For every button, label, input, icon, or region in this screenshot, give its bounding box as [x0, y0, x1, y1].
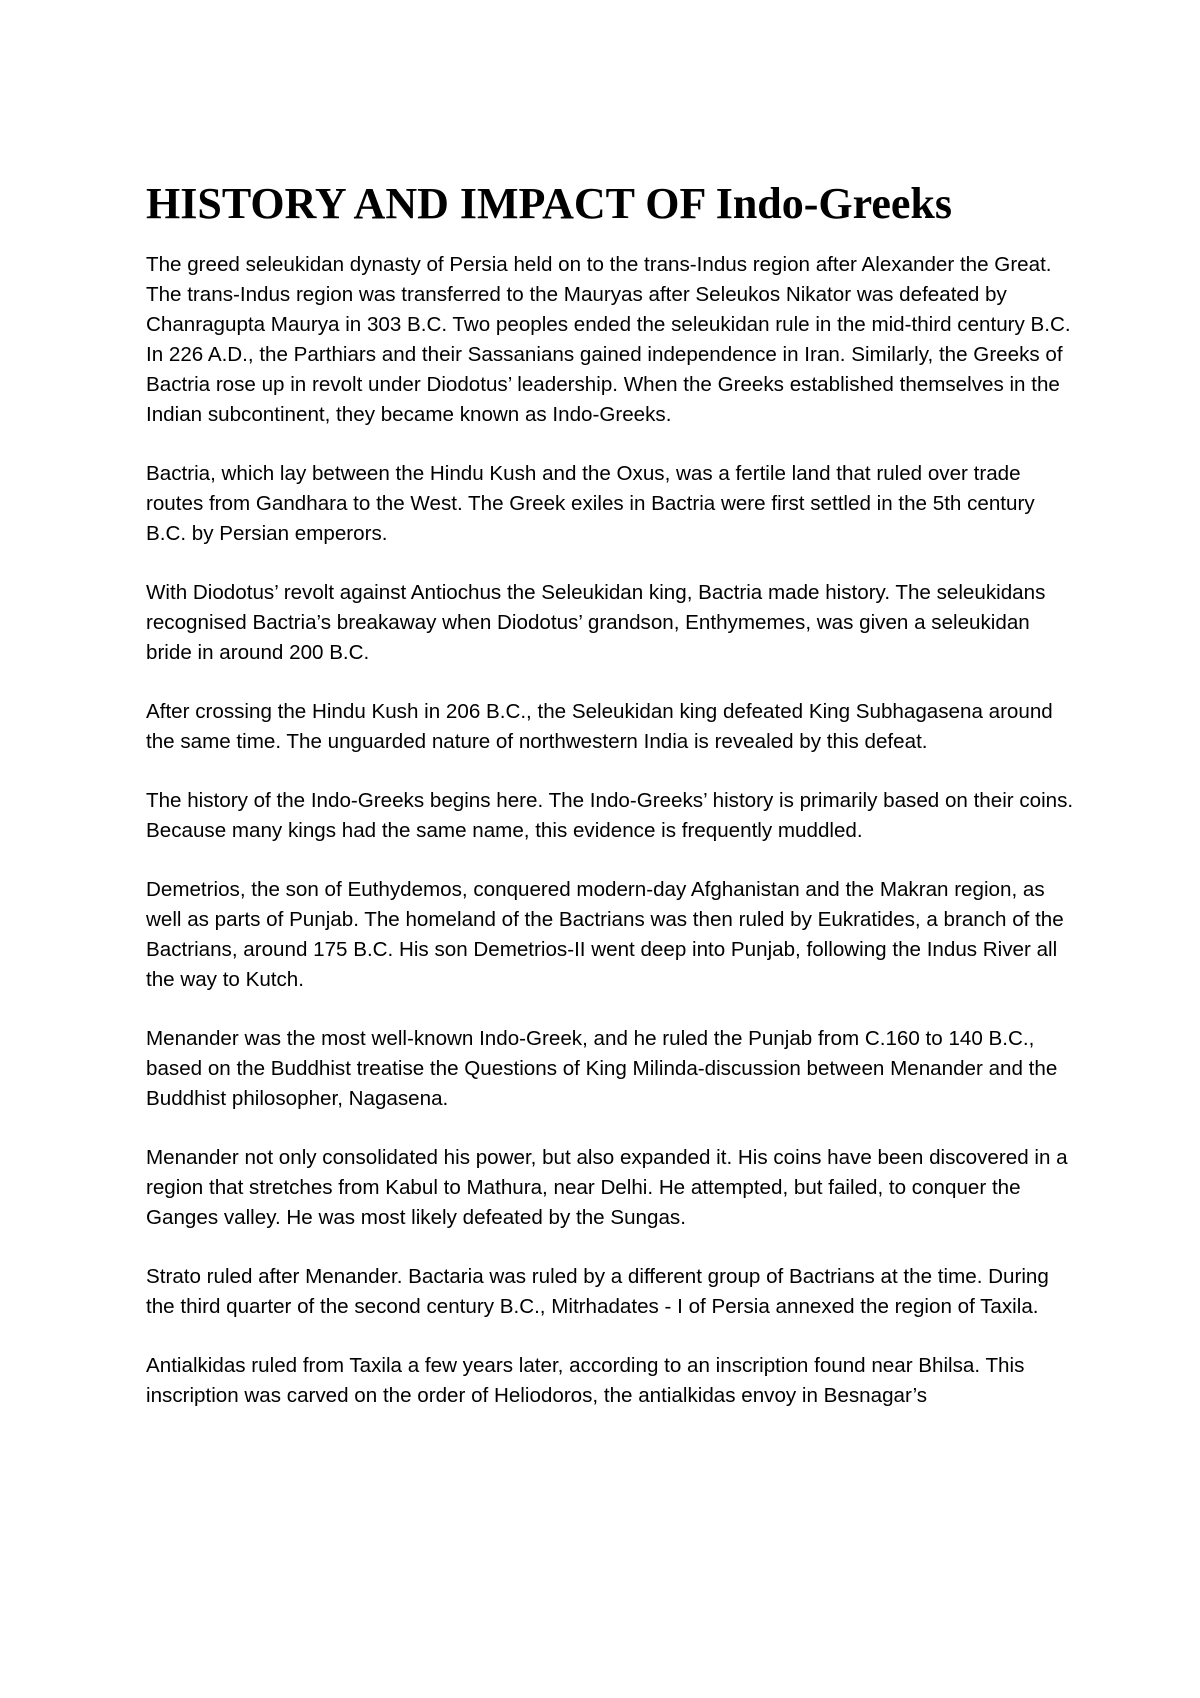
paragraph-hindu-kush: After crossing the Hindu Kush in 206 B.C., the Seleukidan king defeated King Subhagasena around the same time. The unguarded nature of northwestern India is revealed by this defeat. [146, 700, 1053, 753]
document-title: HISTORY AND IMPACT OF Indo-Greeks [146, 179, 953, 228]
paragraph-bactria: Bactria, which lay between the Hindu Kush and the Oxus, was a fertile land that ruled over trade routes from Gandhara to the West. The Greek exiles in Bactria were first settled in the 5th century B.C. by Persian emperors. [146, 462, 1035, 545]
paragraph-menander-power: Menander not only consolidated his power, but also expanded it. His coins have been discovered in a region that stretches from Kabul to Mathura, near Delhi. He attempted, but failed, to conquer the Ganges valley. He was most likely defeated by the Sungas. [146, 1146, 1068, 1229]
paragraph-intro: The greed seleukidan dynasty of Persia held on to the trans-Indus region after Alexander the Great. The trans-Indus region was transferred to the Mauryas after Seleukos Nikator was defeated by Chanragupta Maurya in 303 B.C. Two peoples ended the seleukidan rule in the mid-third century B.C. In 226 A.D., the Parthiars and their Sassanians gained independence in Iran. Similarly, the Greeks of Bactria rose up in revolt under Diodotus’ leadership. When the Greeks established themselves in the Indian subcontinent, they became known as Indo-Greeks. [146, 253, 1071, 426]
paragraph-antialkidas: Antialkidas ruled from Taxila a few years later, according to an inscription found near Bhilsa. This inscription was carved on the order of Heliodoros, the antialkidas envoy in Besnagar’s [146, 1354, 1025, 1407]
paragraph-menander: Menander was the most well-known Indo-Greek, and he ruled the Punjab from C.160 to 140 B.C., based on the Buddhist treatise the Questions of King Milinda-discussion between Menander and the Buddhist philosopher, Nagasena. [146, 1027, 1058, 1110]
paragraph-history-begins: The history of the Indo-Greeks begins here. The Indo-Greeks’ history is primarily based on their coins. Because many kings had the same name, this evidence is frequently muddled. [146, 789, 1074, 842]
paragraph-demetrios: Demetrios, the son of Euthydemos, conquered modern-day Afghanistan and the Makran region, as well as parts of Punjab. The homeland of the Bactrians was then ruled by Eukratides, a branch of the Bactrians, around 175 B.C. His son Demetrios-II went deep into Punjab, following the Indus River all the way to Kutch. [146, 878, 1064, 991]
document-body [146, 178, 1076, 1440]
paragraph-strato: Strato ruled after Menander. Bactaria was ruled by a different group of Bactrians at the time. During the third quarter of the second century B.C., Mitrhadates - I of Persia annexed the region of Taxila. [146, 1265, 1049, 1318]
paragraph-diodotus: With Diodotus’ revolt against Antiochus the Seleukidan king, Bactria made history. The seleukidans recognised Bactria’s breakaway when Diodotus’ grandson, Enthymemes, was given a seleukidan bride in around 200 B.C. [146, 581, 1046, 664]
